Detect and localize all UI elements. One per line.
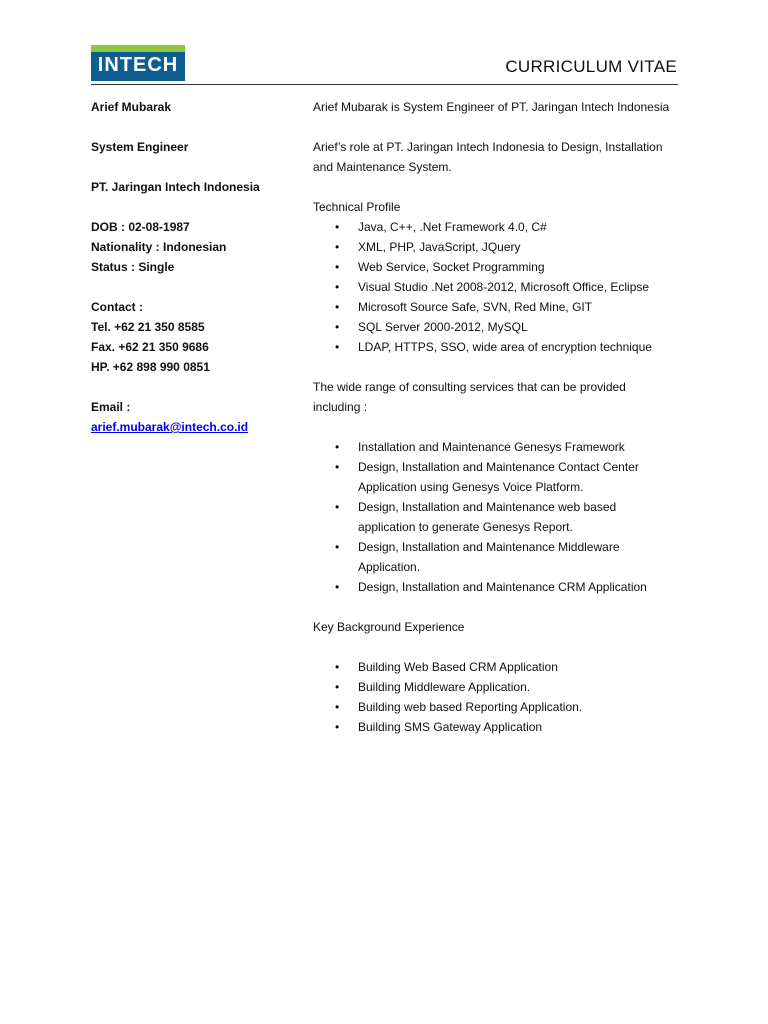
list-item: • Building SMS Gateway Application — [313, 717, 673, 737]
document-title: CURRICULUM VITAE — [505, 57, 677, 76]
list-item: • Building Middleware Application. — [313, 677, 673, 697]
header-divider — [91, 84, 678, 85]
logo-text: INTECH — [97, 54, 179, 76]
list-item: • Design, Installation and Maintenance CRM Application — [313, 577, 673, 597]
dob: DOB : 02-08-1987 — [91, 220, 190, 234]
list-item: • Building Web Based CRM Application — [313, 657, 673, 677]
technical-profile-heading: Technical Profile — [313, 200, 401, 214]
consulting-intro: The wide range of consulting services that can be provided including : — [313, 380, 626, 414]
list-item: • XML, PHP, JavaScript, JQuery — [313, 237, 673, 257]
list-item: • Java, C++, .Net Framework 4.0, C# — [313, 217, 673, 237]
person-position: System Engineer — [91, 140, 189, 154]
email-label: Email : — [91, 400, 131, 414]
hp-number: HP. +62 898 990 0851 — [91, 360, 210, 374]
person-company: PT. Jaringan Intech Indonesia — [91, 180, 260, 194]
list-item: • LDAP, HTTPS, SSO, wide area of encryption technique — [313, 337, 673, 357]
person-name: Arief Mubarak — [91, 100, 172, 114]
list-item: • Installation and Maintenance Genesys Framework — [313, 437, 673, 457]
list-item: • Design, Installation and Maintenance Middleware Application. — [313, 537, 673, 577]
role-paragraph: Arief’s role at PT. Jaringan Intech Indonesia to Design, Installation and Maintenance System. — [313, 140, 663, 174]
logo-accent-bar — [91, 45, 185, 52]
intech-logo — [91, 45, 185, 81]
tel-number: Tel. +62 21 350 8585 — [91, 320, 205, 334]
marital-status: Status : Single — [91, 260, 175, 274]
list-item: • Design, Installation and Maintenance web based application to generate Genesys Report. — [313, 497, 673, 537]
email-link[interactable]: arief.mubarak@intech.co.id — [91, 420, 249, 434]
list-item: • Web Service, Socket Programming — [313, 257, 673, 277]
list-item: • Visual Studio .Net 2008-2012, Microsoft Office, Eclipse — [313, 277, 673, 297]
intro-paragraph: Arief Mubarak is System Engineer of PT. Jaringan Intech Indonesia — [313, 100, 670, 114]
nationality: Nationality : Indonesian — [91, 240, 227, 254]
experience-list — [313, 657, 673, 737]
contact-label: Contact : — [91, 300, 143, 314]
fax-number: Fax. +62 21 350 9686 — [91, 340, 209, 354]
consulting-list — [313, 437, 673, 597]
technical-list — [313, 217, 673, 357]
list-item: • Design, Installation and Maintenance Contact Center Application using Genesys Voice Platform. — [313, 457, 673, 497]
personal-info-column — [91, 97, 291, 437]
list-item: • SQL Server 2000-2012, MySQL — [313, 317, 673, 337]
list-item: • Building web based Reporting Application. — [313, 697, 673, 717]
profile-column — [313, 97, 673, 737]
experience-heading: Key Background Experience — [313, 620, 465, 634]
list-item: • Microsoft Source Safe, SVN, Red Mine, GIT — [313, 297, 673, 317]
